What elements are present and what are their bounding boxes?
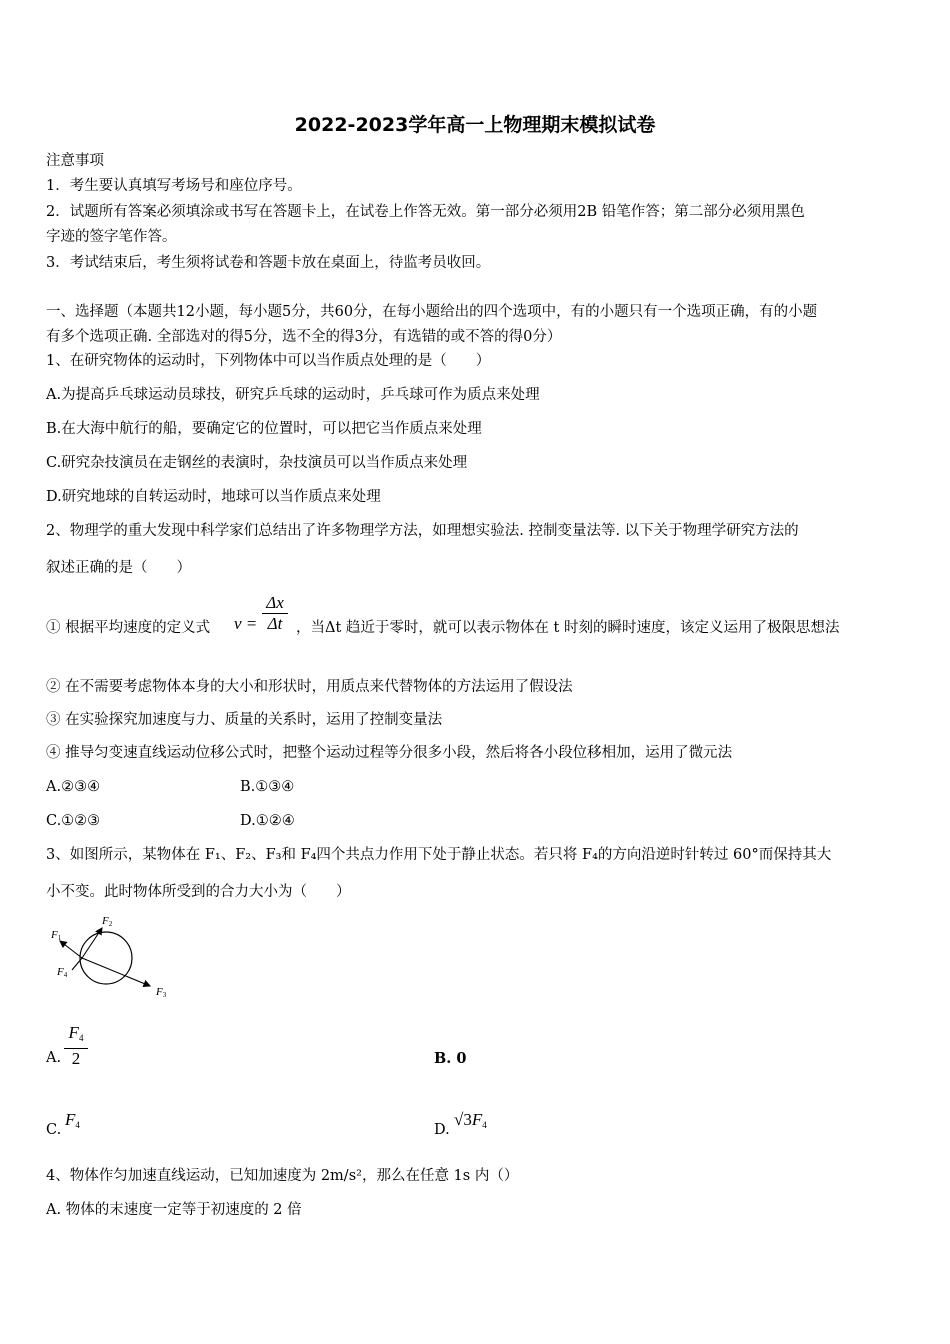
q2-statement-3: ③ 在实验探究加速度与力、质量的关系时，运用了控制变量法 — [46, 712, 443, 728]
section-intro-2: 有多个选项正确. 全部选对的得5分，选不全的得3分，有选错的或不答的得0分） — [46, 329, 562, 345]
label-f2: F2 — [102, 915, 113, 928]
force-diagram — [46, 912, 186, 1004]
q2-statement-4: ④ 推导匀变速直线运动位移公式时，把整个运动过程等分很多小段，然后将各小段位移相加，运用了微元法 — [46, 745, 733, 761]
notice-item-2-cont: 字迹的签字笔作答。 — [46, 229, 177, 245]
force-f1-arrow — [60, 941, 82, 958]
q2-option-a: A.②③④ — [46, 779, 101, 795]
q3-option-c-expr: $F_4$ — [65, 1110, 80, 1130]
label-f4: F4 — [57, 966, 68, 979]
q1-option-b: B.在大海中航行的船，要确定它的位置时，可以把它当作质点来处理 — [46, 421, 482, 437]
q1-option-d: D.研究地球的自转运动时，地球可以当作质点来处理 — [46, 489, 381, 505]
q2-option-b: B.①③④ — [240, 779, 295, 795]
label-f1: F1 — [51, 929, 62, 942]
q2-statement-1-post: ，当Δt 趋近于零时，就可以表示物体在 t 时刻的瞬时速度，该定义运用了极限思想法 — [296, 620, 840, 636]
notice-heading: 注意事项 — [46, 153, 104, 169]
q2-stem-1: 2、物理学的重大发现中科学家们总结出了许多物理学方法，如理想实验法. 控制变量法等. 以下关于物理学研究方法的 — [46, 523, 799, 539]
q2-formula-v: v = — [234, 614, 258, 633]
q2-formula-denominator: Δt — [267, 614, 283, 633]
q2-option-c: C.①②③ — [46, 813, 101, 829]
notice-item-3: 3．考试结束后，考生须将试卷和答题卡放在桌面上，待监考员收回。 — [46, 255, 491, 271]
q3-option-a-numerator: $F_4$ — [68, 1023, 84, 1043]
q2-statement-2: ② 在不需要考虑物体本身的大小和形状时，用质点来代替物体的方法运用了假设法 — [46, 679, 573, 695]
q3-option-b: B. 0 — [434, 1050, 467, 1067]
q2-option-d: D.①②④ — [240, 813, 295, 829]
section-intro-1: 一、选择题（本题共12小题，每小题5分，共60分，在每小题给出的四个选项中，有的小题只有一个选项正确，有的小题 — [46, 304, 818, 320]
q1-option-a: A.为提高乒乓球运动员球技，研究乒乓球的运动时，乒乓球可作为质点来处理 — [46, 387, 540, 403]
q3-option-a-label: A. — [46, 1050, 62, 1066]
notice-item-1: 1．考生要认真填写考场号和座位序号。 — [46, 178, 302, 194]
q3-option-d-label: D. — [434, 1122, 450, 1138]
q1-stem: 1、在研究物体的运动时，下列物体中可以当作质点处理的是（ ） — [46, 353, 491, 369]
q3-stem-1: 3、如图所示，某物体在 F₁、F₂、F₃和 F₄四个共点力作用下处于静止状态。若只将 F₄的方向沿逆时针转过 60°而保持其大 — [46, 847, 832, 863]
q4-stem: 4、物体作匀加速直线运动，已知加速度为 2m/s²，那么在任意 1s 内（） — [46, 1168, 519, 1184]
q1-option-c: C.研究杂技演员在走钢丝的表演时，杂技演员可以当作质点来处理 — [46, 455, 468, 471]
q2-stem-2: 叙述正确的是（ ） — [46, 560, 191, 576]
q2-statement-1-pre: ① 根据平均速度的定义式 — [46, 620, 211, 636]
q3-option-a-denominator: 2 — [71, 1049, 81, 1068]
exam-title: 2022-2023学年高一上物理期末模拟试卷 — [294, 114, 656, 136]
label-f3: F3 — [156, 986, 167, 999]
q4-option-a: A. 物体的末速度一定等于初速度的 2 倍 — [46, 1202, 302, 1218]
q2-formula-numerator: Δx — [266, 593, 284, 612]
object-circle — [80, 932, 132, 984]
q2-formula-fraction — [262, 594, 288, 633]
notice-item-2: 2．试题所有答案必须填涂或书写在答题卡上，在试卷上作答无效。第一部分必须用2B 铅笔作答；第二部分必须用黑色 — [46, 204, 805, 220]
q3-option-a-fraction — [64, 1024, 88, 1068]
q3-option-c-label: C. — [46, 1122, 62, 1138]
q3-option-d-expr: $√3F_4$ — [454, 1110, 487, 1130]
q3-stem-2: 小不变。此时物体所受到的合力大小为（ ） — [46, 884, 351, 900]
